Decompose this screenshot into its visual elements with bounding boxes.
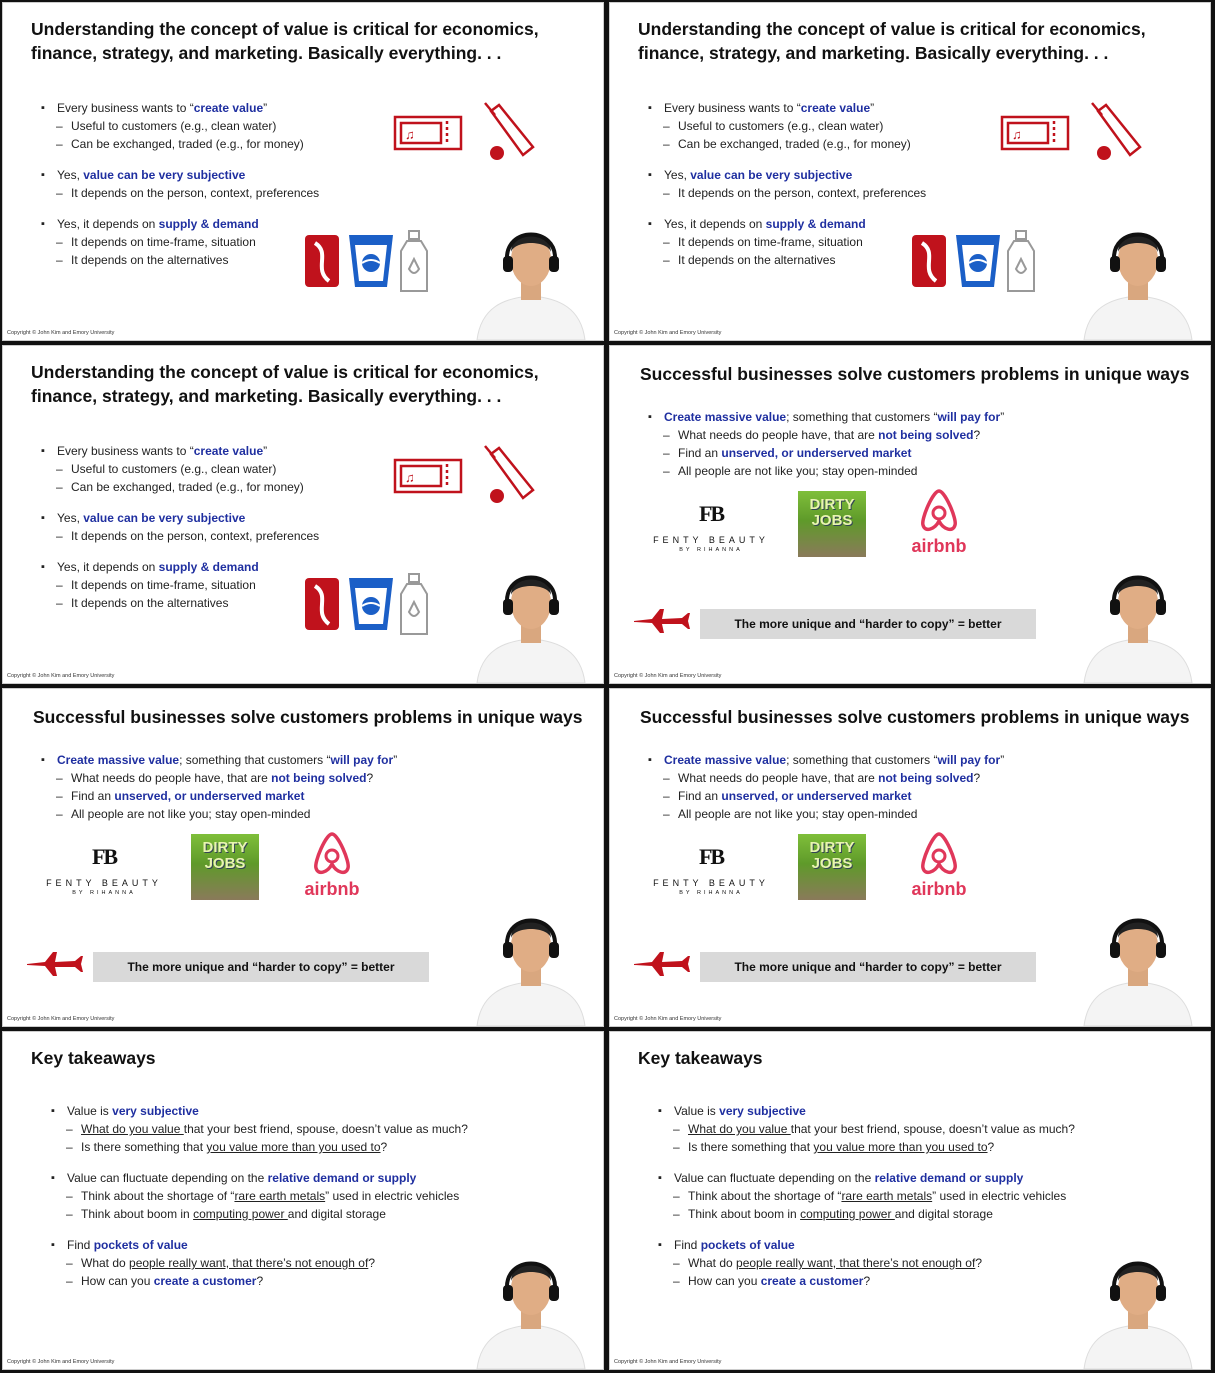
ticket-icon bbox=[395, 460, 461, 492]
sub-bullet: – Think about the shortage of “rare earth metals” used in electric vehicles bbox=[51, 1187, 511, 1205]
sub-bullet: – All people are not like you; stay open-minded bbox=[41, 805, 521, 823]
takeaway-banner: The more unique and “harder to copy” = better bbox=[93, 952, 429, 982]
svg-text:♫: ♫ bbox=[405, 470, 415, 485]
cricket-bat-icon bbox=[485, 103, 533, 155]
presenter-video bbox=[1080, 555, 1196, 683]
airbnb-logo: airbnb bbox=[297, 828, 367, 900]
sub-bullet: – What needs do people have, that are not being solved? bbox=[41, 769, 521, 787]
bullet: ▪ Yes, value can be very subjective bbox=[648, 166, 1008, 184]
bullet-list bbox=[658, 1102, 1118, 1303]
cricket-ball-icon bbox=[490, 489, 504, 503]
sub-bullet: – Think about boom in computing power and digital storage bbox=[658, 1205, 1118, 1223]
bullet: ▪ Yes, value can be very subjective bbox=[41, 166, 401, 184]
slide-title: Successful businesses solve customers problems in unique ways bbox=[33, 707, 583, 727]
water-bottle-icon bbox=[401, 231, 427, 291]
water-bottle-icon bbox=[401, 574, 427, 634]
soda-can-icon bbox=[305, 235, 339, 287]
slide-value-2 bbox=[609, 2, 1211, 341]
sub-bullet: – How can you create a customer? bbox=[658, 1272, 1118, 1290]
sub-bullet: – It depends on time-frame, situation bbox=[41, 576, 401, 594]
sub-bullet: – How can you create a customer? bbox=[51, 1272, 511, 1290]
dirty-jobs-logo: DIRTY JOBS bbox=[798, 491, 866, 557]
sub-bullet: – What do people really want, that there’s not enough of? bbox=[658, 1254, 1118, 1272]
sub-bullet: – Find an unserved, or underserved market bbox=[41, 787, 521, 805]
drink-icons bbox=[301, 572, 441, 638]
pepsi-cup-icon bbox=[349, 578, 393, 630]
brand-logos bbox=[646, 834, 986, 924]
bullet: ▪ Find pockets of value bbox=[51, 1236, 511, 1254]
presenter-video bbox=[473, 1241, 589, 1369]
bullet: ▪ Create massive value; something that customers “will pay for” bbox=[648, 751, 1128, 769]
slide-title: Understanding the concept of value is critical for economics, finance, strategy, and marketing. Basically everything. . . bbox=[638, 19, 1146, 63]
slide-title: Understanding the concept of value is critical for economics, finance, strategy, and marketing. Basically everything. . . bbox=[31, 362, 539, 406]
bullet: ▪ Yes, it depends on supply & demand bbox=[648, 215, 1008, 233]
sub-bullet: – What needs do people have, that are not being solved? bbox=[648, 769, 1128, 787]
sub-bullet: – Useful to customers (e.g., clean water) bbox=[41, 117, 401, 135]
ticket-icon bbox=[395, 117, 461, 149]
bullet-list bbox=[648, 408, 1128, 480]
bullet: ▪ Yes, it depends on supply & demand bbox=[41, 558, 401, 576]
bullet: ▪ Every business wants to “create value” bbox=[41, 99, 401, 117]
bullet-list bbox=[41, 751, 521, 823]
slide-title: Successful businesses solve customers problems in unique ways bbox=[640, 364, 1190, 384]
takeaway-banner: The more unique and “harder to copy” = better bbox=[700, 952, 1036, 982]
bullet: ▪ Yes, it depends on supply & demand bbox=[41, 215, 401, 233]
sub-bullet: – It depends on the person, context, preferences bbox=[41, 527, 401, 545]
dirty-jobs-logo: DIRTY JOBS bbox=[798, 834, 866, 900]
presenter-video bbox=[473, 212, 589, 340]
bullet: ▪ Create massive value; something that customers “will pay for” bbox=[41, 751, 521, 769]
ticket-and-cricket-icons bbox=[391, 440, 541, 506]
sub-bullet: – What do people really want, that there’s not enough of? bbox=[51, 1254, 511, 1272]
sub-bullet: – Is there something that you value more than you used to? bbox=[658, 1138, 1118, 1156]
water-bottle-icon bbox=[1008, 231, 1034, 291]
bullet-list bbox=[51, 1102, 511, 1303]
airplane-icon bbox=[25, 950, 85, 978]
dirty-jobs-logo: DIRTY JOBS bbox=[191, 834, 259, 900]
drink-icons bbox=[908, 229, 1048, 295]
slide-value-1 bbox=[2, 2, 604, 341]
airplane-icon bbox=[632, 950, 692, 978]
slide-takeaways-2 bbox=[609, 1031, 1211, 1370]
ticket-icon bbox=[1002, 117, 1068, 149]
copyright: Copyright © John Kim and Emory University bbox=[614, 673, 722, 679]
takeaway-banner: The more unique and “harder to copy” = better bbox=[700, 609, 1036, 639]
presenter-video bbox=[473, 898, 589, 1026]
slide-unique-1 bbox=[609, 345, 1211, 684]
sub-bullet: – It depends on the person, context, preferences bbox=[41, 184, 401, 202]
svg-text:♫: ♫ bbox=[405, 127, 415, 142]
sub-bullet: – Can be exchanged, traded (e.g., for money) bbox=[41, 478, 401, 496]
airbnb-icon bbox=[917, 828, 961, 876]
sub-bullet: – Useful to customers (e.g., clean water) bbox=[648, 117, 1008, 135]
copyright: Copyright © John Kim and Emory University bbox=[614, 1359, 722, 1365]
sub-bullet: – What needs do people have, that are not being solved? bbox=[648, 426, 1128, 444]
bullet: ▪ Value can fluctuate depending on the relative demand or supply bbox=[51, 1169, 511, 1187]
copyright: Copyright © John Kim and Emory University bbox=[7, 1016, 115, 1022]
sub-bullet: – Find an unserved, or underserved market bbox=[648, 444, 1128, 462]
slide-title: Successful businesses solve customers problems in unique ways bbox=[640, 707, 1190, 727]
airbnb-icon bbox=[310, 828, 354, 876]
sub-bullet: – It depends on the alternatives bbox=[41, 594, 401, 612]
slide-title: Key takeaways bbox=[638, 1048, 763, 1068]
slide-title: Key takeaways bbox=[31, 1048, 156, 1068]
copyright: Copyright © John Kim and Emory University bbox=[614, 1016, 722, 1022]
airbnb-logo: airbnb bbox=[904, 828, 974, 900]
fenty-beauty-logo: FB FENTY BEAUTY BY RIHANNA bbox=[46, 844, 162, 896]
sub-bullet: – Can be exchanged, traded (e.g., for money) bbox=[648, 135, 1008, 153]
bullet: ▪ Yes, value can be very subjective bbox=[41, 509, 401, 527]
cricket-bat-icon bbox=[1092, 103, 1140, 155]
sub-bullet: – What do you value that your best friend, spouse, doesn’t value as much? bbox=[658, 1120, 1118, 1138]
slide-takeaways-1 bbox=[2, 1031, 604, 1370]
bullet-list bbox=[648, 751, 1128, 823]
pepsi-cup-icon bbox=[956, 235, 1000, 287]
sub-bullet: – Is there something that you value more than you used to? bbox=[51, 1138, 511, 1156]
brand-logos bbox=[39, 834, 379, 924]
soda-can-icon bbox=[305, 578, 339, 630]
sub-bullet: – Can be exchanged, traded (e.g., for money) bbox=[41, 135, 401, 153]
bullet: ▪ Every business wants to “create value” bbox=[41, 442, 401, 460]
sub-bullet: – All people are not like you; stay open-minded bbox=[648, 462, 1128, 480]
pepsi-cup-icon bbox=[349, 235, 393, 287]
sub-bullet: – Think about boom in computing power and digital storage bbox=[51, 1205, 511, 1223]
slide-unique-3 bbox=[609, 688, 1211, 1027]
presenter-video bbox=[1080, 1241, 1196, 1369]
sub-bullet: – It depends on time-frame, situation bbox=[41, 233, 401, 251]
ticket-and-cricket-icons bbox=[998, 97, 1148, 163]
slide-title: Understanding the concept of value is critical for economics, finance, strategy, and marketing. Basically everything. . . bbox=[31, 19, 539, 63]
bullet: ▪ Find pockets of value bbox=[658, 1236, 1118, 1254]
copyright: Copyright © John Kim and Emory University bbox=[7, 330, 115, 336]
bullet: ▪ Value can fluctuate depending on the relative demand or supply bbox=[658, 1169, 1118, 1187]
presenter-video bbox=[1080, 898, 1196, 1026]
soda-can-icon bbox=[912, 235, 946, 287]
slide-unique-2 bbox=[2, 688, 604, 1027]
svg-text:♫: ♫ bbox=[1012, 127, 1022, 142]
sub-bullet: – It depends on time-frame, situation bbox=[648, 233, 1008, 251]
sub-bullet: – What do you value that your best friend, spouse, doesn’t value as much? bbox=[51, 1120, 511, 1138]
drink-icons bbox=[301, 229, 441, 295]
fenty-beauty-logo: FB FENTY BEAUTY BY RIHANNA bbox=[653, 844, 769, 896]
presenter-video bbox=[473, 555, 589, 683]
bullet: ▪ Value is very subjective bbox=[658, 1102, 1118, 1120]
slide-value-3 bbox=[2, 345, 604, 684]
copyright: Copyright © John Kim and Emory University bbox=[614, 330, 722, 336]
ticket-and-cricket-icons bbox=[391, 97, 541, 163]
cricket-ball-icon bbox=[490, 146, 504, 160]
slide-grid bbox=[2, 2, 1213, 1371]
fenty-beauty-logo: FB FENTY BEAUTY BY RIHANNA bbox=[653, 501, 769, 553]
bullet: ▪ Create massive value; something that customers “will pay for” bbox=[648, 408, 1128, 426]
airplane-icon bbox=[632, 607, 692, 635]
copyright: Copyright © John Kim and Emory University bbox=[7, 1359, 115, 1365]
brand-logos bbox=[646, 491, 986, 581]
cricket-bat-icon bbox=[485, 446, 533, 498]
sub-bullet: – It depends on the alternatives bbox=[41, 251, 401, 269]
airbnb-icon bbox=[917, 485, 961, 533]
sub-bullet: – Think about the shortage of “rare earth metals” used in electric vehicles bbox=[658, 1187, 1118, 1205]
sub-bullet: – All people are not like you; stay open-minded bbox=[648, 805, 1128, 823]
airbnb-logo: airbnb bbox=[904, 485, 974, 557]
cricket-ball-icon bbox=[1097, 146, 1111, 160]
sub-bullet: – It depends on the alternatives bbox=[648, 251, 1008, 269]
copyright: Copyright © John Kim and Emory University bbox=[7, 673, 115, 679]
bullet: ▪ Value is very subjective bbox=[51, 1102, 511, 1120]
presenter-video bbox=[1080, 212, 1196, 340]
sub-bullet: – It depends on the person, context, preferences bbox=[648, 184, 1008, 202]
sub-bullet: – Useful to customers (e.g., clean water) bbox=[41, 460, 401, 478]
sub-bullet: – Find an unserved, or underserved market bbox=[648, 787, 1128, 805]
bullet: ▪ Every business wants to “create value” bbox=[648, 99, 1008, 117]
